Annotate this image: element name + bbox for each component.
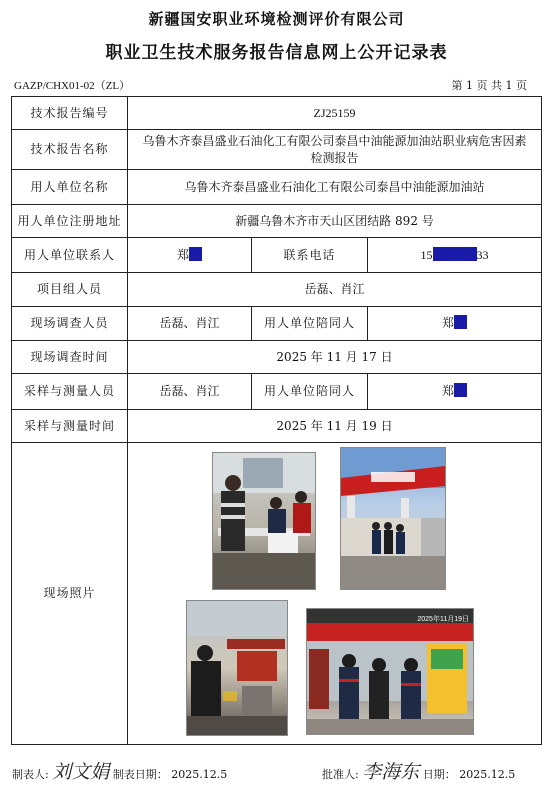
table-row <box>12 307 542 341</box>
table-row <box>12 205 542 238</box>
approve-date: 2025.12.5 <box>459 768 516 781</box>
table-row <box>12 170 542 205</box>
sampling-escort-label: 用人单位陪同人 <box>252 374 368 410</box>
maker-signature: 刘文娟 <box>52 761 110 783</box>
escort-value <box>368 307 542 341</box>
table-row <box>12 410 542 443</box>
office-scene-image <box>213 453 315 589</box>
table-row <box>12 273 542 307</box>
site-photo-4 <box>306 608 474 735</box>
survey-time-label: 现场调查时间 <box>12 341 128 374</box>
photos-cell <box>128 443 542 745</box>
pump-measurement-image <box>187 601 287 735</box>
report-no-value: ZJ25159 <box>128 97 542 130</box>
table-row <box>12 238 542 273</box>
table-row <box>12 130 542 170</box>
employer-value: 乌鲁木齐泰昌盛业石油化工有限公司泰昌中油能源加油站 <box>128 170 542 205</box>
sampling-staff-value: 岳磊、肖江 <box>128 374 252 410</box>
org-name: 新疆国安职业环境检测评价有限公司 <box>148 10 405 28</box>
table-row <box>12 443 542 745</box>
address-value: 新疆乌鲁木齐市天山区团结路 892 号 <box>128 205 542 238</box>
sampling-time-label: 采样与测量时间 <box>12 410 128 443</box>
survey-staff-value: 岳磊、肖江 <box>128 307 252 341</box>
table-row <box>12 341 542 374</box>
redaction-mask <box>189 247 202 261</box>
approver-label: 批准人: <box>322 768 359 781</box>
footer-maker <box>12 757 227 784</box>
table-row <box>12 374 542 410</box>
escort-name: 郑 <box>442 316 455 330</box>
footer-approver <box>322 757 515 784</box>
redaction-mask <box>454 383 467 397</box>
survey-staff-label: 现场调查人员 <box>12 307 128 341</box>
approver-signature: 李海东 <box>362 761 420 783</box>
redaction-mask <box>454 315 467 329</box>
phone-prefix: 15 <box>420 247 433 262</box>
photo-timestamp: 2025年11月19日 <box>417 615 469 623</box>
table-row <box>12 97 542 130</box>
document-code: GAZP/CHX01-02（ZL） <box>14 80 131 92</box>
site-photo-3 <box>186 600 288 736</box>
record-table <box>11 96 542 745</box>
contact-value <box>128 238 252 273</box>
report-no-label: 技术报告编号 <box>12 97 128 130</box>
photos-label: 现场照片 <box>12 443 128 745</box>
team-value: 岳磊、肖江 <box>128 273 542 307</box>
site-photo-1 <box>212 452 316 590</box>
site-photo-2 <box>340 447 446 590</box>
maker-label: 制表人: <box>12 768 49 781</box>
sampling-time-value: 2025 年 11 月 19 日 <box>128 410 542 443</box>
make-date-label: 制表日期： <box>112 768 168 781</box>
sampling-escort-name: 郑 <box>442 384 455 398</box>
phone-value <box>368 238 542 273</box>
document-title: 职业卫生技术服务报告信息网上公开记录表 <box>105 43 448 63</box>
page-info: 第 1 页 共 1 页 <box>451 79 527 92</box>
escort-label: 用人单位陪同人 <box>252 307 368 341</box>
sampling-escort-value <box>368 374 542 410</box>
redaction-mask <box>433 247 477 261</box>
contact-name: 郑 <box>176 247 189 262</box>
photo-gallery <box>128 444 541 744</box>
phone-suffix: 33 <box>476 247 489 262</box>
gas-station-image <box>341 448 445 589</box>
team-label: 项目组人员 <box>12 273 128 307</box>
phone-label: 联系电话 <box>252 238 368 273</box>
make-date: 2025.12.5 <box>171 768 228 781</box>
report-name-label: 技术报告名称 <box>12 130 128 170</box>
sampling-staff-label: 采样与测量人员 <box>12 374 128 410</box>
employer-label: 用人单位名称 <box>12 170 128 205</box>
approve-date-label: 日期： <box>422 768 456 781</box>
address-label: 用人单位注册地址 <box>12 205 128 238</box>
survey-time-value: 2025 年 11 月 17 日 <box>128 341 542 374</box>
report-name-value: 乌鲁木齐泰昌盛业石油化工有限公司泰昌中油能源加油站职业病危害因素检测报告 <box>128 130 542 170</box>
contact-label: 用人单位联系人 <box>12 238 128 273</box>
